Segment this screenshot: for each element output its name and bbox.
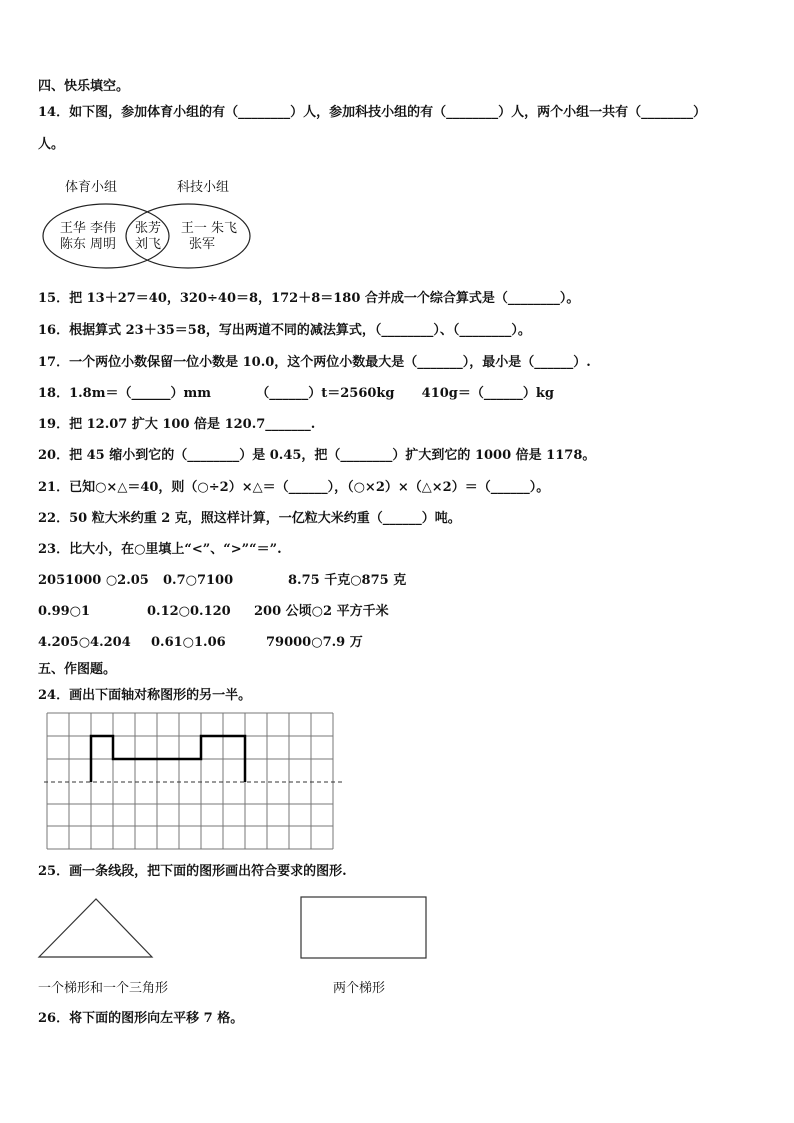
compare-item: 0.12○0.120 (147, 604, 231, 619)
question-16: 16．根据算式 23＋35＝58，写出两道不同的减法算式，（________）、（________）。 (38, 323, 531, 338)
compare-item: 200 公顷○2 平方千米 (254, 604, 389, 619)
rectangle-shape (299, 895, 429, 961)
question-21: 21．已知○×△＝40，则（○÷2）×△＝（______），（○×2）×（△×2）＝（______）。 (38, 480, 550, 495)
question-18: 18．1.8m＝（______）mm （______）t＝2560kg 410g＝（______）kg (38, 386, 554, 401)
triangle-caption: 一个梯形和一个三角形 (38, 981, 169, 996)
compare-item: 0.99○1 (38, 604, 91, 619)
question-14-continuation: 人。 (38, 137, 65, 152)
question-17: 17．一个两位小数保留一位小数是 10.0，这个两位小数最大是（_______），最小是（______）. (38, 355, 591, 370)
triangle-shape (36, 896, 156, 960)
compare-item: 79000○7.9 万 (266, 635, 363, 650)
tech-group-label: 科技小组 (177, 180, 230, 195)
tech-only-names-row-2: 张军 (188, 237, 215, 252)
question-20: 20．把 45 缩小到它的（________）是 0.45，把（________）扩大到它的 1000 倍是 1178。 (38, 448, 596, 463)
question-25: 25．画一条线段，把下面的图形画出符合要求的图形. (38, 864, 347, 879)
compare-item: 0.7○7100 (163, 573, 234, 588)
question-14: 14．如下图，参加体育小组的有（________）人，参加科技小组的有（________）人，两个小组一共有（________） (38, 105, 707, 120)
question-15: 15．把 13＋27＝40，320÷40＝8，172＋8＝180 合并成一个综合算式是（________）。 (38, 291, 580, 306)
sports-group-label: 体育小组 (65, 180, 118, 195)
section-5-title: 五、作图题。 (38, 662, 117, 677)
compare-item: 4.205○4.204 (38, 635, 131, 650)
symmetry-grid (44, 712, 346, 854)
sports-only-names-row-1: 王华 李伟 (59, 221, 117, 236)
sports-only-names-row-2: 陈东 周明 (59, 237, 117, 252)
compare-item: 0.61○1.06 (151, 635, 226, 650)
question-23: 23．比大小，在○里填上“<”、“>”“＝”. (38, 542, 282, 557)
compare-item: 2051000 ○2.05 (38, 573, 149, 588)
section-4-title: 四、快乐填空。 (38, 79, 130, 94)
venn-diagram (40, 170, 260, 280)
both-groups-names-row-1: 张芳 (134, 221, 161, 236)
rectangle-caption: 两个梯形 (333, 981, 386, 996)
compare-item: 8.75 千克○875 克 (288, 573, 407, 588)
sports-group-ellipse (43, 204, 169, 268)
both-groups-names-row-2: 刘飞 (134, 237, 161, 252)
question-22: 22．50 粒大米约重 2 克，照这样计算，一亿粒大米约重（______）吨。 (38, 511, 461, 526)
question-19: 19．把 12.07 扩大 100 倍是 120.7_______. (38, 417, 316, 432)
question-24: 24．画出下面轴对称图形的另一半。 (38, 688, 252, 703)
tech-group-ellipse (126, 204, 250, 268)
tech-only-names-row-1: 王一 朱飞 (180, 221, 238, 236)
question-26: 26．将下面的图形向左平移 7 格。 (38, 1011, 244, 1026)
